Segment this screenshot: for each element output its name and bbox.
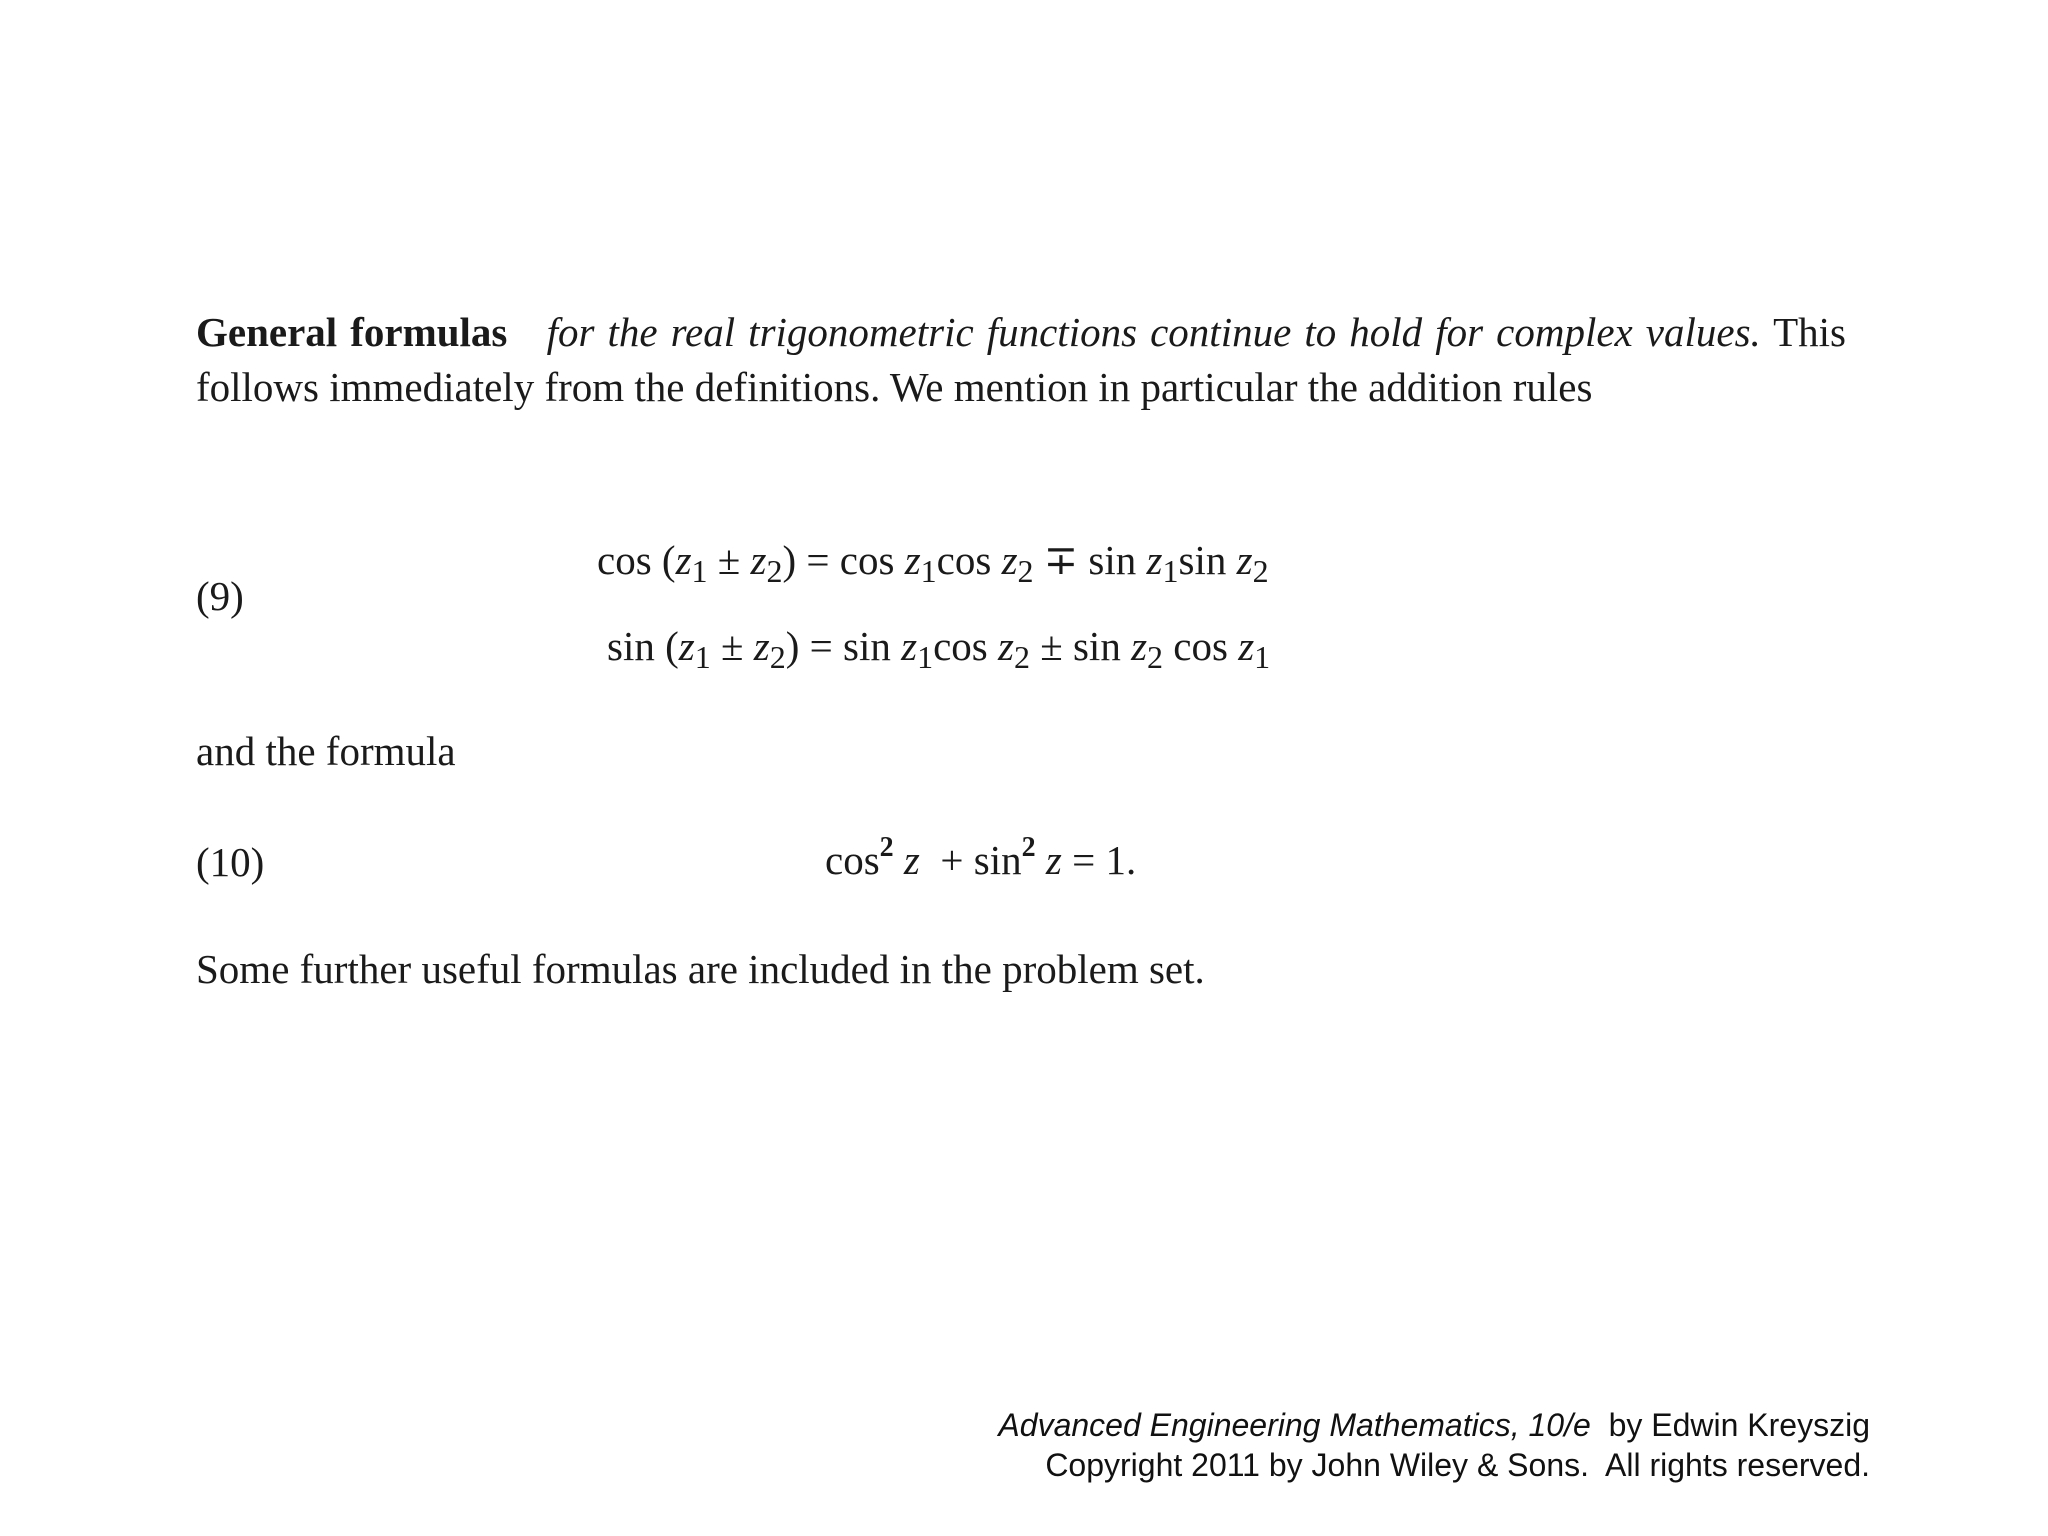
intro-rest: This follows immediately from the definitions. We mention in particular the addition rules — [196, 309, 1846, 410]
eq9-var: z — [750, 537, 767, 583]
eq9-sub: 2 — [1017, 553, 1034, 589]
equation-9-line-1: $\cos (z_1 \pm z_2) = \cos z_1\cos$ $z_2 \mp \sin z_1\sin$ $z_2$ — [597, 537, 1269, 589]
eq9-fn: sin — [1072, 623, 1121, 669]
eq9-fn: sin — [607, 623, 655, 669]
eq9-var: z — [1131, 623, 1148, 669]
eq9-var: z — [904, 537, 921, 583]
eq9-op: ± — [720, 623, 744, 669]
eq9-fn: cos — [1173, 623, 1228, 669]
eq9-sub: 2 — [1147, 639, 1164, 675]
eq9-sub: 1 — [1254, 639, 1271, 675]
eq10-fn: cos — [825, 837, 880, 883]
equation-number-9: (9) — [196, 573, 244, 619]
eq10-power: 2 — [879, 832, 894, 863]
eq10-var: z — [903, 837, 920, 883]
eq9-fn: cos — [936, 537, 992, 583]
between-text: and the formula — [196, 728, 456, 774]
eq9-var: z — [678, 623, 695, 669]
equation-number-10: (10) — [196, 839, 265, 885]
footer-book-title: Advanced Engineering Mathematics, 10/e — [998, 1407, 1591, 1443]
closing-text: Some further useful formulas are included in the problem set. — [196, 946, 1205, 992]
eq9-sub: 1 — [691, 553, 708, 589]
eq9-op: ∓ — [1043, 537, 1079, 583]
eq9-l1-fn: cos — [597, 537, 652, 583]
footer-credit — [998, 1405, 1870, 1485]
eq9-var: z — [753, 623, 770, 669]
eq9-var: z — [1238, 623, 1255, 669]
eq10-var: z — [1045, 837, 1062, 883]
eq9-fn: cos — [839, 537, 895, 583]
eq9-fn: sin — [1178, 537, 1227, 583]
equation-9-line-2: $\sin (z_1 \pm z_2) = \sin z_1\cos$ $z_2 \pm \sin z_2$ $\cos z_1$ — [607, 623, 1271, 675]
footer-copyright: Copyright 2011 by John Wiley & Sons. All rights reserved. — [1045, 1447, 1870, 1483]
intro-bold-lead: General formulas — [196, 309, 508, 355]
equation-10: $\cos^2 z + \sin^2 z = 1$. — [825, 832, 1137, 883]
eq9-fn: sin — [843, 623, 891, 669]
eq9-var: z — [901, 623, 918, 669]
eq10-fn: sin — [973, 837, 1022, 883]
eq9-sub: 1 — [920, 553, 937, 589]
eq9-sub: 2 — [766, 553, 783, 589]
eq9-fn: cos — [933, 623, 988, 669]
eq9-var: z — [997, 623, 1014, 669]
eq9-sub: 2 — [1252, 553, 1269, 589]
eq9-var: z — [1236, 537, 1253, 583]
eq9-sub: 1 — [917, 639, 934, 675]
eq9-sub: 2 — [1013, 639, 1030, 675]
eq10-power: 2 — [1021, 832, 1036, 863]
eq9-var: z — [1146, 537, 1163, 583]
footer-line-1 — [998, 1405, 1870, 1445]
eq9-sub: 1 — [694, 639, 711, 675]
eq9-var: z — [675, 537, 692, 583]
footer-author: by Edwin Kreyszig — [1590, 1407, 1870, 1443]
eq9-sub: 1 — [1162, 553, 1179, 589]
eq9-op: ± — [717, 537, 741, 583]
eq9-op: ± — [1040, 623, 1063, 669]
intro-italic-part: for the real trigonometric functions continue to hold for complex values. — [546, 309, 1761, 355]
eq9-fn: sin — [1088, 537, 1137, 583]
eq9-var: z — [1001, 537, 1018, 583]
intro-paragraph — [196, 305, 1846, 415]
eq9-sub: 2 — [769, 639, 786, 675]
eq10-rhs: = 1. — [1072, 837, 1137, 883]
